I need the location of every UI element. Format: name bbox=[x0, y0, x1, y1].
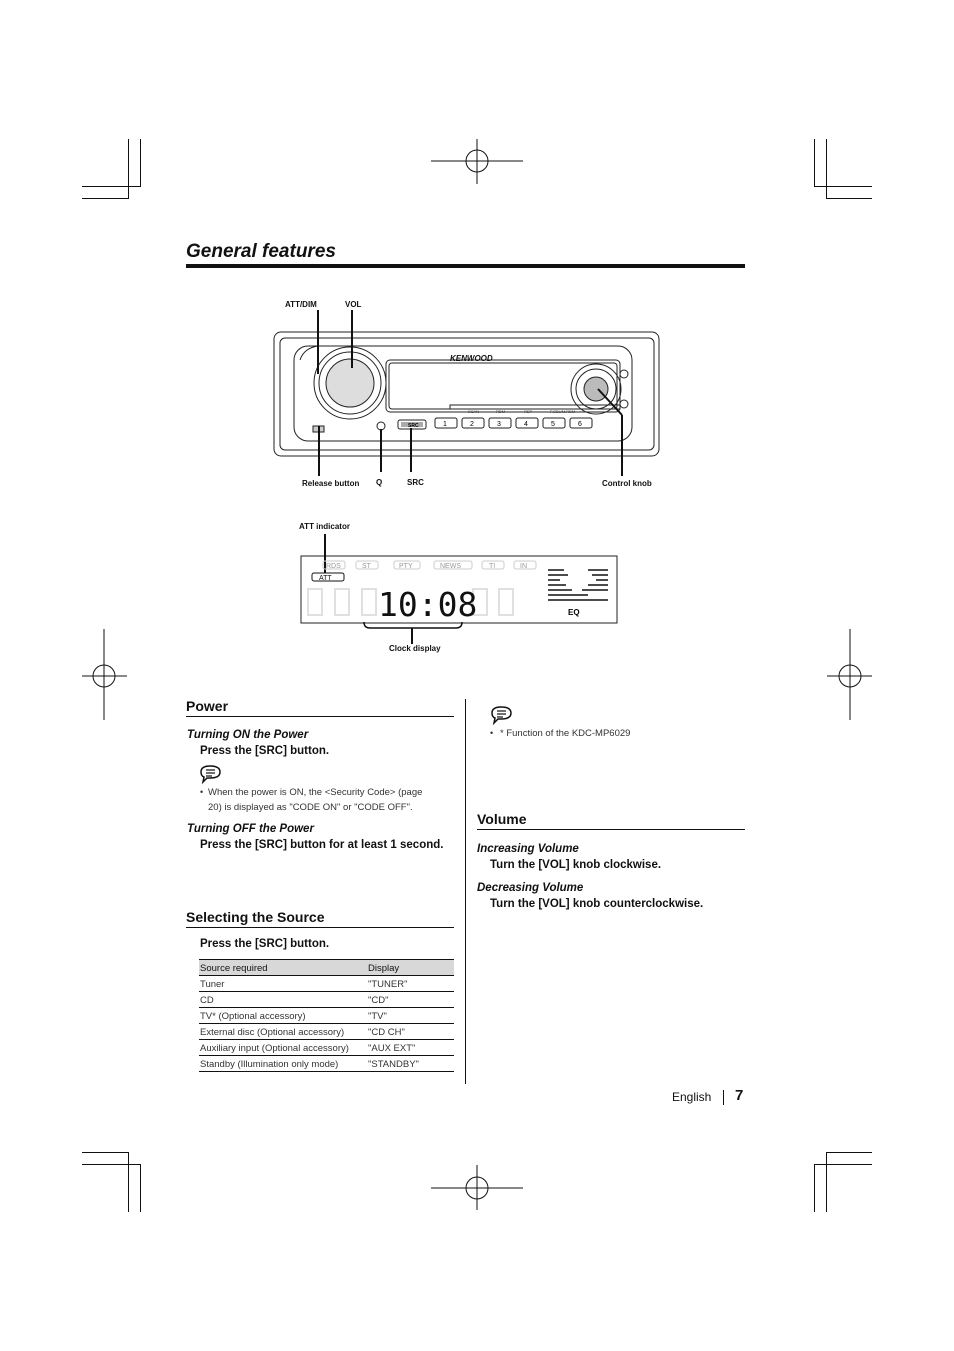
source-text: Press the [SRC] button. bbox=[200, 938, 330, 950]
scan-label: SCAN bbox=[468, 409, 480, 414]
turning-on-text: Press the [SRC] button. bbox=[200, 745, 330, 757]
head-unit-illustration bbox=[270, 310, 665, 480]
svg-text:6: 6 bbox=[578, 421, 582, 428]
table-header-row bbox=[199, 960, 454, 976]
st-indicator: ST bbox=[362, 563, 371, 570]
turning-on-title: Turning ON the Power bbox=[187, 729, 309, 741]
turning-off-text: Press the [SRC] button for at least 1 second. bbox=[200, 839, 444, 851]
rep-label: REP bbox=[524, 409, 533, 414]
power-rule bbox=[186, 716, 454, 717]
source-table bbox=[199, 959, 454, 1072]
cell-source: TV* (Optional accessory) bbox=[199, 1008, 367, 1024]
svg-text:5: 5 bbox=[551, 421, 555, 428]
power-note-line1: When the power is ON, the <Security Code> (page bbox=[208, 787, 423, 798]
cell-source: CD bbox=[199, 992, 367, 1008]
callout-vol: VOL bbox=[345, 300, 362, 309]
note-icon bbox=[199, 764, 223, 784]
column-divider bbox=[465, 699, 466, 1084]
clock-display-label: Clock display bbox=[389, 644, 441, 653]
cell-source: Standby (Illumination only mode) bbox=[199, 1056, 367, 1072]
cell-source: Tuner bbox=[199, 976, 367, 992]
preset-button[interactable] bbox=[516, 418, 538, 428]
svg-text:2: 2 bbox=[470, 421, 474, 428]
cell-display: "AUX EXT" bbox=[367, 1040, 454, 1056]
table-row bbox=[199, 1008, 454, 1024]
table-row bbox=[199, 976, 454, 992]
src-button[interactable]: SRC bbox=[408, 423, 419, 429]
cell-source: Auxiliary input (Optional accessory) bbox=[199, 1040, 367, 1056]
callout-q: Q bbox=[376, 478, 383, 487]
fsel-label: F.SEL/M.RDM bbox=[550, 409, 576, 414]
power-note-line2: 20) is displayed as "CODE ON" or "CODE OFF". bbox=[208, 802, 413, 813]
footer-separator bbox=[723, 1090, 724, 1105]
in-indicator: IN bbox=[520, 563, 527, 570]
right-note: * Function of the KDC-MP6029 bbox=[500, 728, 631, 739]
col-source-required: Source required bbox=[199, 960, 367, 976]
svg-text:4: 4 bbox=[524, 421, 528, 428]
table-row bbox=[199, 1040, 454, 1056]
preset-button[interactable] bbox=[489, 418, 511, 428]
cell-display: "CD CH" bbox=[367, 1024, 454, 1040]
table-row bbox=[199, 992, 454, 1008]
source-rule bbox=[186, 927, 454, 928]
page-number: 7 bbox=[735, 1087, 744, 1104]
preset-button[interactable] bbox=[435, 418, 457, 428]
svg-text:3: 3 bbox=[497, 421, 501, 428]
att-indicator: ATT bbox=[319, 575, 332, 582]
power-heading: Power bbox=[186, 698, 229, 714]
page-title: General features bbox=[186, 241, 336, 262]
preset-button[interactable] bbox=[543, 418, 565, 428]
ti-indicator: TI bbox=[489, 563, 496, 570]
increasing-volume-title: Increasing Volume bbox=[477, 843, 579, 855]
news-indicator: NEWS bbox=[440, 563, 461, 570]
turning-off-title: Turning OFF the Power bbox=[187, 823, 314, 835]
cell-source: External disc (Optional accessory) bbox=[199, 1024, 367, 1040]
cell-display: "TV" bbox=[367, 1008, 454, 1024]
table-row bbox=[199, 1056, 454, 1072]
callout-control-knob: Control knob bbox=[602, 479, 652, 488]
volume-heading: Volume bbox=[477, 811, 527, 827]
callout-src: SRC bbox=[407, 478, 424, 487]
preset-buttons bbox=[435, 418, 592, 428]
col-display: Display bbox=[367, 960, 454, 976]
decreasing-volume-title: Decreasing Volume bbox=[477, 882, 584, 894]
eq-indicator: EQ bbox=[568, 608, 580, 617]
svg-text:1: 1 bbox=[443, 421, 447, 428]
increasing-volume-text: Turn the [VOL] knob clockwise. bbox=[490, 859, 662, 871]
note-icon bbox=[490, 705, 514, 725]
cell-display: "CD" bbox=[367, 992, 454, 1008]
note-bullet: • bbox=[490, 728, 494, 738]
preset-button[interactable] bbox=[462, 418, 484, 428]
decreasing-volume-text: Turn the [VOL] knob counterclockwise. bbox=[490, 898, 704, 910]
clock-digits: 10:08 bbox=[378, 585, 478, 624]
note-bullet: • bbox=[200, 787, 204, 797]
source-heading: Selecting the Source bbox=[186, 909, 325, 925]
cell-display: "TUNER" bbox=[367, 976, 454, 992]
table-row bbox=[199, 1024, 454, 1040]
footer-language: English bbox=[672, 1090, 712, 1104]
preset-button[interactable] bbox=[570, 418, 592, 428]
display-panel-illustration bbox=[298, 534, 623, 644]
brand-logo: KENWOOD bbox=[450, 354, 493, 363]
pty-indicator: PTY bbox=[399, 563, 413, 570]
cell-display: "STANDBY" bbox=[367, 1056, 454, 1072]
callout-att-dim: ATT/DIM bbox=[285, 300, 317, 309]
volume-rule bbox=[477, 829, 745, 830]
rdm-label: RDM bbox=[496, 409, 506, 414]
rds-indicator: RDS bbox=[326, 563, 341, 570]
title-rule bbox=[186, 264, 745, 268]
callout-release: Release button bbox=[302, 479, 360, 488]
att-indicator-label: ATT indicator bbox=[299, 522, 350, 531]
